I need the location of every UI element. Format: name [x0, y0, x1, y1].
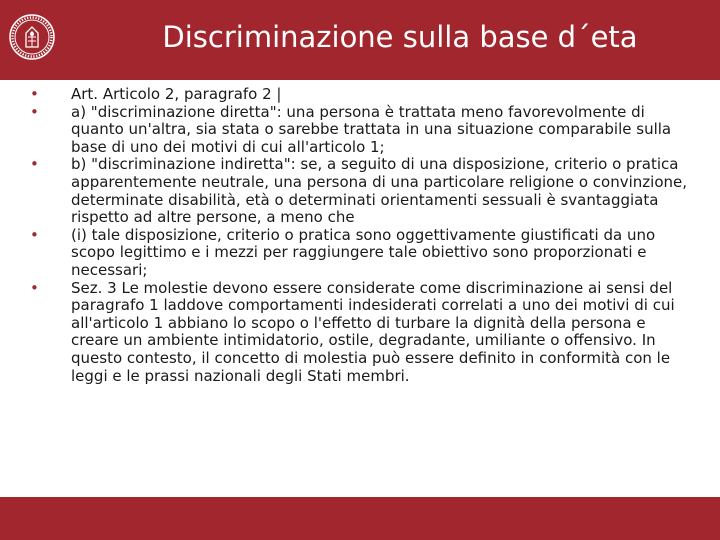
bullet-item	[30, 104, 692, 157]
slide-title: Discriminazione sulla base d´eta	[162, 20, 638, 54]
university-seal-icon	[8, 13, 56, 61]
bullet-item	[30, 156, 692, 226]
bullet-item	[30, 86, 692, 104]
bullet-text: Art. Articolo 2, paragrafo 2 |	[71, 85, 282, 103]
bullet-item	[30, 280, 692, 386]
bullet-text: a) "discriminazione diretta": una persona è trattata meno favorevolmente di quanto un'altra, sia stata o sarebbe trattata in una situazione comparabile sulla base di uno dei motivi di cui all'articolo 1;	[71, 102, 672, 156]
bullet-icon: •	[30, 225, 39, 244]
bullet-list	[30, 86, 692, 385]
bullet-text: b) "discriminazione indiretta": se, a seguito di una disposizione, criterio o pratica apparentemente neutrale, una persona di una particolare religione o convinzione, determinate disabilità, età o determinati orientamenti sessuali è svantaggiata rispetto ad altre persone, a meno che	[71, 155, 687, 227]
bullet-item	[30, 227, 692, 280]
bullet-icon: •	[30, 278, 39, 297]
bullet-text: (i) tale disposizione, criterio o pratica sono oggettivamente giustificati da uno scopo legittimo e i mezzi per raggiungere tale obiettivo sono proporzionati e necessari;	[71, 225, 656, 279]
slide-footer	[0, 497, 720, 540]
slide-header	[0, 0, 720, 80]
bullet-icon: •	[30, 85, 39, 103]
bullet-icon: •	[30, 102, 39, 121]
bullet-icon: •	[30, 155, 39, 174]
bullet-text: Sez. 3 Le molestie devono essere considerate come discriminazione ai sensi del paragrafo 1 laddove comportamenti indesiderati correlati a uno dei motivi di cui all'articolo 1 abbiano lo scopo o l'effetto di turbare la dignità della persona e creare un ambiente intimidatorio, ostile, degradante, umiliante o offensivo. In questo contesto, il concetto di molestia può essere definito in conformità con le leggi e le prassi nazionali degli Stati membri.	[71, 278, 675, 385]
